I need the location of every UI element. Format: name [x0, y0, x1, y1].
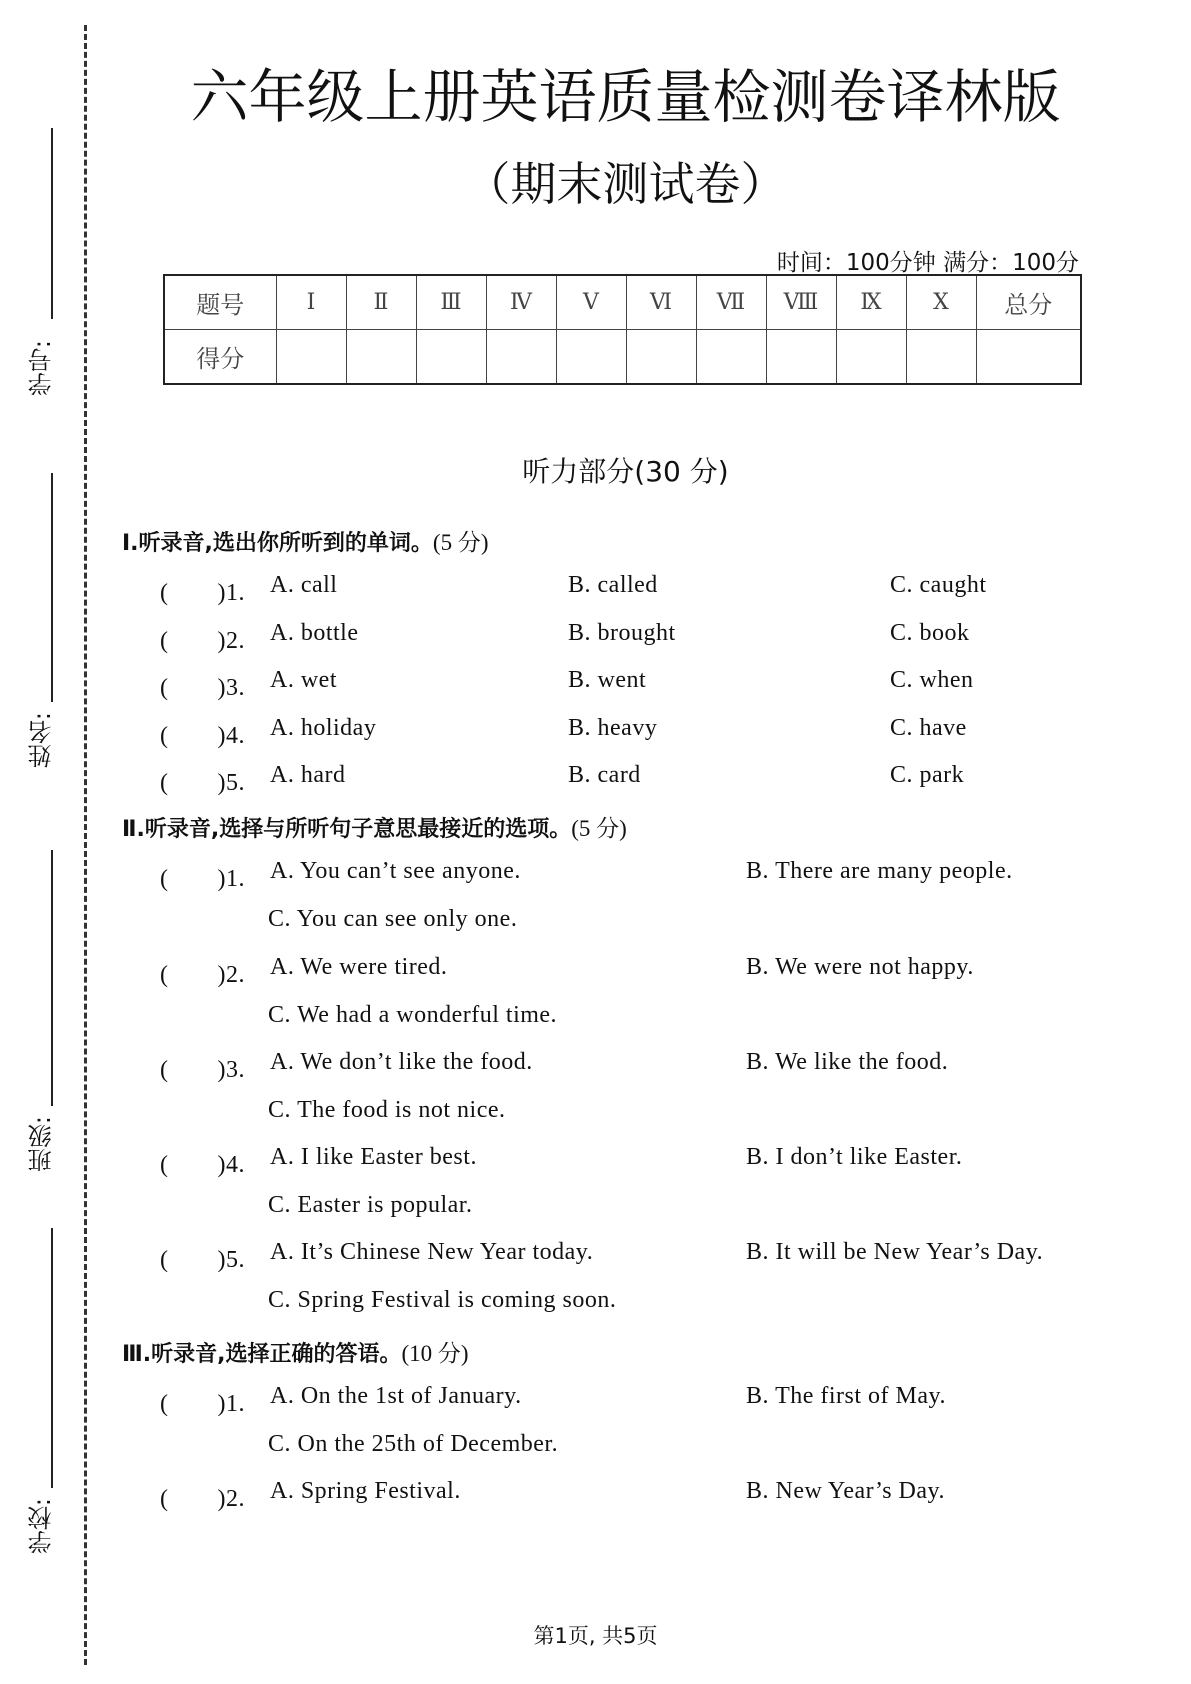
school-label: 学校: [28, 1498, 56, 1555]
school-line [51, 1228, 53, 1488]
class-line [51, 850, 53, 1106]
answer-blank[interactable]: ( )1. [160, 866, 245, 892]
section-points: (5 分) [432, 530, 489, 555]
answer-blank[interactable]: ( )3. [160, 675, 245, 701]
section-title: Ⅰ.听录音,选出你所听到的单词。 [122, 531, 433, 556]
class-label: 班级: [28, 1116, 56, 1173]
option-b: B. brought [568, 620, 676, 646]
option-c: C. Spring Festival is coming soon. [268, 1287, 617, 1313]
section-heading [122, 1335, 469, 1368]
score-cell[interactable] [696, 330, 766, 385]
answer-blank[interactable]: ( )5. [160, 770, 245, 796]
col-header: Ⅰ [276, 275, 346, 330]
option-b: B. There are many people. [746, 858, 1013, 884]
section-points: (5 分) [571, 816, 627, 841]
option-c: C. caught [890, 572, 987, 598]
col-header: Ⅲ [416, 275, 486, 330]
option-c: C. On the 25th of December. [268, 1431, 559, 1457]
answer-blank[interactable]: ( )5. [160, 1247, 245, 1273]
part-title: 听力部分(30 分) [522, 455, 729, 488]
score-cell[interactable] [486, 330, 556, 385]
score-cell[interactable] [766, 330, 836, 385]
col-header: Ⅸ [836, 275, 906, 330]
answer-blank[interactable]: ( )2. [160, 1486, 245, 1512]
option-c: C. have [890, 715, 967, 741]
score-cell[interactable] [556, 330, 626, 385]
option-c: C. We had a wonderful time. [268, 1002, 558, 1028]
page-title: 六年级上册英语质量检测卷译林版 [190, 63, 1061, 131]
score-cell[interactable] [976, 330, 1081, 385]
col-header: Ⅶ [696, 275, 766, 330]
score-table [163, 274, 1082, 385]
col-header: Ⅵ [626, 275, 696, 330]
option-b: B. We were not happy. [746, 954, 974, 980]
answer-blank[interactable]: ( )4. [160, 723, 245, 749]
score-cell[interactable] [626, 330, 696, 385]
option-a: A. Spring Festival. [270, 1478, 461, 1504]
score-cell[interactable] [836, 330, 906, 385]
col-header: Ⅳ [486, 275, 556, 330]
option-b: B. card [568, 762, 641, 788]
answer-blank[interactable]: ( )1. [160, 580, 245, 606]
answer-blank[interactable]: ( )3. [160, 1057, 245, 1083]
option-a: A. We were tired. [270, 954, 448, 980]
option-c: C. book [890, 620, 970, 646]
answer-blank[interactable]: ( )2. [160, 962, 245, 988]
score-cell[interactable] [906, 330, 976, 385]
option-c: C. when [890, 667, 974, 693]
option-c: C. You can see only one. [268, 906, 518, 932]
col-header: Ⅴ [556, 275, 626, 330]
option-b: B. It will be New Year’s Day. [746, 1239, 1044, 1265]
option-c: C. Easter is popular. [268, 1192, 473, 1218]
col-header: Ⅹ [906, 275, 976, 330]
time-info: 时间：100分钟 满分：100分 [776, 250, 1079, 276]
page-subtitle: （期末测试卷） [464, 157, 787, 211]
score-cell[interactable] [346, 330, 416, 385]
score-cell[interactable] [416, 330, 486, 385]
section-heading [122, 524, 488, 557]
option-b: B. I don’t like Easter. [746, 1144, 963, 1170]
option-a: A. bottle [270, 620, 359, 646]
section-title: Ⅱ.听录音,选择与所听句子意思最接近的选项。 [122, 817, 572, 842]
row-label: 得分 [164, 330, 276, 385]
total-header: 总分 [976, 275, 1081, 330]
answer-blank[interactable]: ( )2. [160, 628, 245, 654]
score-cell[interactable] [276, 330, 346, 385]
fold-line [84, 25, 87, 1665]
option-a: A. hard [270, 762, 346, 788]
page-footer: 第1页, 共5页 [533, 1624, 658, 1648]
option-a: A. You can’t see anyone. [270, 858, 521, 884]
section-heading [122, 810, 627, 843]
option-b: B. The first of May. [746, 1383, 946, 1409]
option-a: A. We don’t like the food. [270, 1049, 533, 1075]
option-b: B. called [568, 572, 658, 598]
section-points: (10 分) [401, 1341, 469, 1366]
option-c: C. park [890, 762, 965, 788]
col-header: Ⅱ [346, 275, 416, 330]
name-label: 姓名: [28, 712, 56, 769]
option-a: A. call [270, 572, 338, 598]
option-b: B. We like the food. [746, 1049, 949, 1075]
option-a: A. wet [270, 667, 337, 693]
name-line [51, 473, 53, 702]
option-a: A. I like Easter best. [270, 1144, 477, 1170]
answer-blank[interactable]: ( )4. [160, 1152, 245, 1178]
option-b: B. went [568, 667, 647, 693]
option-a: A. On the 1st of January. [270, 1383, 522, 1409]
col-header: Ⅷ [766, 275, 836, 330]
option-a: A. It’s Chinese New Year today. [270, 1239, 594, 1265]
section-title: Ⅲ.听录音,选择正确的答语。 [122, 1342, 402, 1367]
option-a: A. holiday [270, 715, 377, 741]
option-c: C. The food is not nice. [268, 1097, 506, 1123]
answer-blank[interactable]: ( )1. [160, 1391, 245, 1417]
row-label: 题号 [164, 275, 276, 330]
option-b: B. heavy [568, 715, 658, 741]
option-b: B. New Year’s Day. [746, 1478, 945, 1504]
student-no-label: 学号: [28, 340, 56, 397]
